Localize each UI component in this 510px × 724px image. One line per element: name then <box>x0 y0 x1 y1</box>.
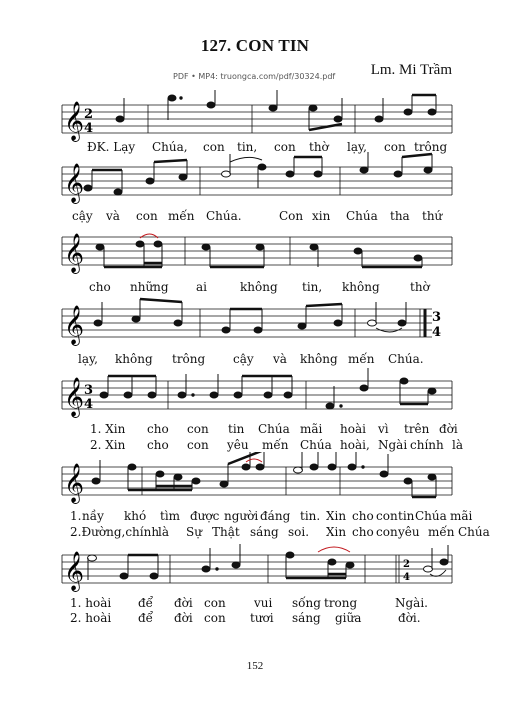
treble-clef-icon: 𝄞 <box>64 551 85 591</box>
staff-6 <box>0 452 510 512</box>
song-title: 127. CON TIN <box>200 36 310 55</box>
composer-name: Lm. Mi Trầm <box>370 62 452 78</box>
treble-clef-icon: 𝄞 <box>64 101 85 141</box>
time-sig-bottom: 4 <box>84 121 94 136</box>
treble-clef-icon: 𝄞 <box>64 377 85 417</box>
staff-5 <box>0 366 510 426</box>
time-sig-change-top: 3 <box>432 310 442 325</box>
source-link[interactable]: PDF • MP4: truongca.com/pdf/30324.pdf <box>173 72 336 81</box>
time-sig-bottom: 4 <box>84 397 94 412</box>
note <box>207 102 215 108</box>
note <box>168 95 176 101</box>
time-sig-change-bottom: 4 <box>403 572 410 583</box>
note <box>375 116 383 122</box>
note <box>334 116 342 122</box>
treble-clef-icon: 𝄞 <box>64 463 85 503</box>
staff-2 <box>0 152 510 212</box>
staff-4 <box>0 294 510 354</box>
note <box>269 105 277 111</box>
time-sig-change-bottom: 4 <box>432 325 442 340</box>
staff-7 <box>0 540 510 600</box>
time-sig-change-top: 2 <box>403 559 410 570</box>
note <box>116 116 124 122</box>
page-number: 152 <box>246 660 264 672</box>
time-sig-top: 3 <box>84 383 94 398</box>
note <box>404 109 412 115</box>
note <box>428 109 436 115</box>
treble-clef-icon: 𝄞 <box>64 305 85 345</box>
treble-clef-icon: 𝄞 <box>64 233 85 273</box>
treble-clef-icon: 𝄞 <box>64 163 85 203</box>
staff-3 <box>0 222 510 282</box>
note <box>309 105 317 111</box>
time-sig-top: 2 <box>84 107 94 122</box>
